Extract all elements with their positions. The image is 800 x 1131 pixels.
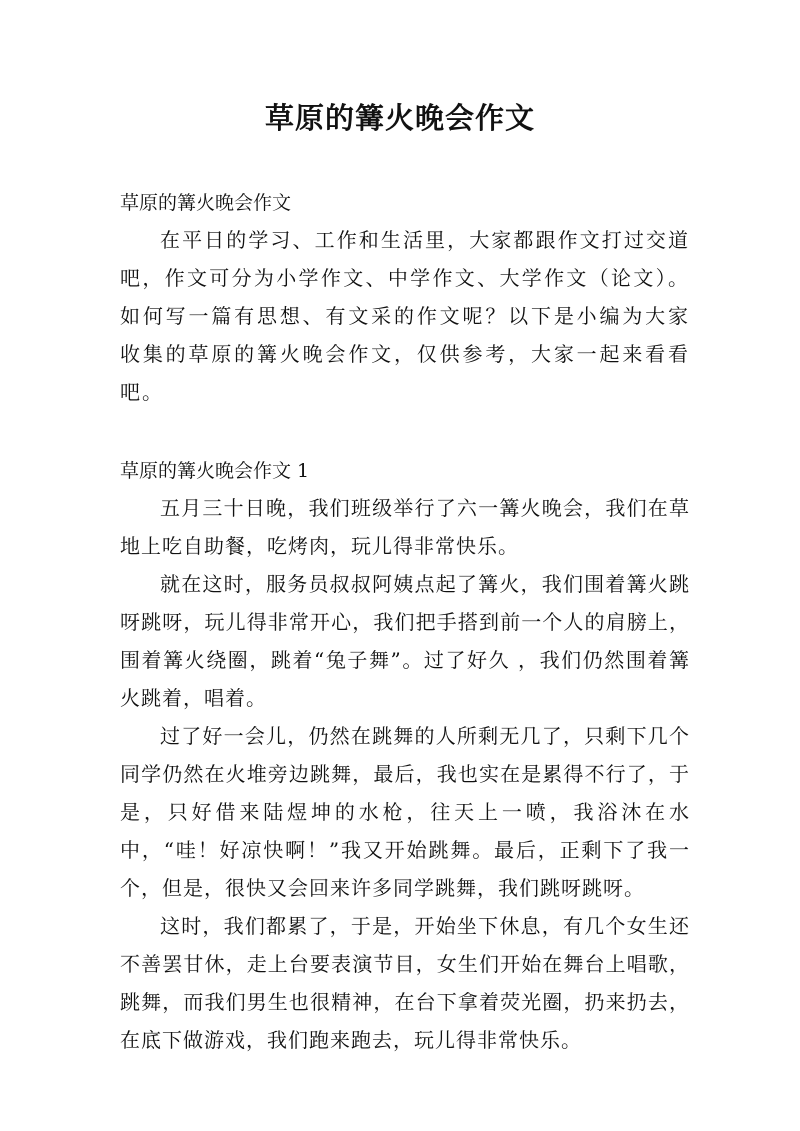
document-title: 草原的篝火晚会作文	[264, 101, 535, 135]
intro-heading: 草原的篝火晚会作文	[120, 192, 292, 214]
intro-paragraph: 在平日的学习、工作和生活里，大家都跟作文打过交道吧，作文可分为小学作文、中学作文、大学作文（论文）。如何写一篇有思想、有文采的作文呢？以下是小编为大家收集的草原的篝火晚会作文，仅供参考，大家一起来看看吧。	[120, 228, 690, 404]
essay-1-heading: 草原的篝火晚会作文 1	[120, 460, 310, 482]
essay-1-paragraph-4: 这时，我们都累了，于是，开始坐下休息，有几个女生还不善罢甘休，走上台要表演节目，女生们开始在舞台上唱歌，跳舞，而我们男生也很精神，在台下拿着荧光圈，扔来扔去，在底下做游戏，我们跑来跑去，玩儿得非常快乐。	[120, 914, 690, 1052]
essay-1-paragraph-2: 就在这时，服务员叔叔阿姨点起了篝火，我们围着篝火跳呀跳呀，玩儿得非常开心，我们把手搭到前一个人的肩膀上，围着篝火绕圈，跳着“兔子舞”。过了好久 ，我们仍然围着篝火跳着，唱着。	[120, 572, 690, 710]
essay-1-paragraph-1: 五月三十日晚，我们班级举行了六一篝火晚会，我们在草地上吃自助餐，吃烤肉，玩儿得非常快乐。	[120, 496, 690, 558]
essay-1-paragraph-3: 过了好一会儿，仍然在跳舞的人所剩无几了，只剩下几个同学仍然在火堆旁边跳舞，最后，我也实在是累得不行了，于是，只好借来陆煜坤的水枪，往天上一喷，我浴沐在水中，“哇！好凉快啊！”我又开始跳舞。最后，正剩下了我一个，但是，很快又会回来许多同学跳舞，我们跳呀跳呀。	[120, 724, 690, 900]
document-body	[120, 185, 690, 1059]
